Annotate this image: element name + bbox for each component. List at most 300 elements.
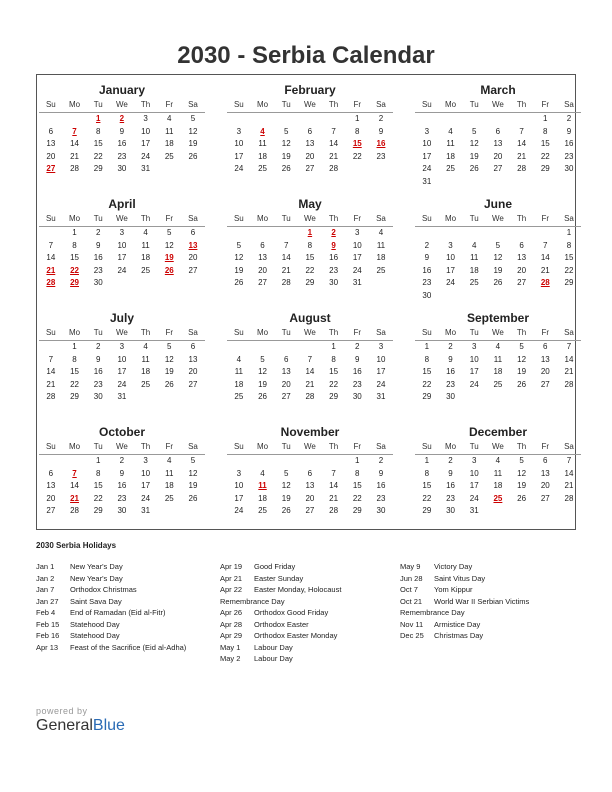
day-cell: 22 <box>305 265 315 275</box>
holiday-name: Saint Sava Day <box>70 596 122 606</box>
holiday-name: Good Friday <box>254 562 296 571</box>
month-april <box>39 197 205 290</box>
holiday-date: Jan 1 <box>36 562 55 571</box>
day-cell: 12 <box>493 253 503 263</box>
holiday-date: Jan 27 <box>36 596 59 606</box>
day-cell: 20 <box>540 481 550 491</box>
holiday-item <box>36 630 216 642</box>
weekday-label: Tu <box>93 328 103 337</box>
weekday-label: Su <box>45 442 56 451</box>
day-cell: 30 <box>329 278 339 288</box>
day-cell: 23 <box>446 379 455 389</box>
day-cell: 18 <box>469 265 479 275</box>
day-cell: 23 <box>422 278 432 288</box>
holiday-date: Jan 2 <box>36 573 55 583</box>
day-cell: 14 <box>70 481 79 491</box>
holiday-day-cell: 1 <box>307 228 313 237</box>
month-name: October <box>98 425 145 439</box>
day-cell: 12 <box>281 481 291 491</box>
day-cell: 22 <box>564 265 574 275</box>
day-cell: 15 <box>70 253 79 263</box>
day-cell: 14 <box>305 367 315 377</box>
day-cell: 1 <box>331 342 336 351</box>
day-cell: 2 <box>378 456 384 465</box>
day-cell: 18 <box>258 493 267 503</box>
day-cell: 23 <box>93 265 103 275</box>
weekday-label: Fr <box>541 328 550 337</box>
empty-cell <box>415 227 439 240</box>
day-cell: 17 <box>469 367 479 377</box>
day-cell: 24 <box>376 379 386 389</box>
weekday-label: Th <box>328 328 339 337</box>
day-cell: 25 <box>141 379 151 389</box>
day-grid <box>415 455 581 518</box>
empty-cell <box>227 113 251 126</box>
day-cell: 20 <box>46 151 56 161</box>
day-cell: 18 <box>446 151 455 161</box>
day-cell: 23 <box>446 493 455 503</box>
holiday-column-2 <box>220 561 400 665</box>
day-cell: 8 <box>566 240 572 250</box>
day-cell: 26 <box>188 493 198 503</box>
day-cell: 7 <box>48 354 54 364</box>
day-cell: 10 <box>446 253 455 263</box>
day-cell: 8 <box>307 240 313 250</box>
holiday-day-cell: 4 <box>260 126 265 136</box>
empty-cell <box>298 341 322 354</box>
day-cell: 19 <box>258 379 267 389</box>
day-cell: 2 <box>119 456 125 465</box>
day-cell: 3 <box>471 342 477 351</box>
day-cell: 12 <box>517 354 527 364</box>
empty-cell <box>533 227 557 240</box>
day-cell: 12 <box>188 126 198 136</box>
weekday-label: Sa <box>564 328 574 337</box>
holiday-name: Statehood Day <box>70 631 120 640</box>
weekday-label: We <box>491 100 504 109</box>
day-cell: 13 <box>540 468 550 478</box>
day-cell: 29 <box>422 392 432 402</box>
day-cell: 14 <box>46 367 56 377</box>
weekday-label: We <box>303 214 316 223</box>
day-cell: 16 <box>117 139 127 149</box>
month-august <box>227 311 393 404</box>
holiday-date: Feb 4 <box>36 608 56 617</box>
day-cell: 4 <box>471 240 477 250</box>
weekday-label: Th <box>516 442 527 451</box>
day-cell: 17 <box>234 493 244 503</box>
month-july <box>39 311 205 404</box>
empty-cell <box>439 227 463 240</box>
day-cell: 4 <box>167 114 172 123</box>
weekday-label: Mo <box>444 442 457 451</box>
day-cell: 2 <box>448 456 453 465</box>
weekday-label: We <box>115 328 128 337</box>
day-cell: 24 <box>141 493 151 503</box>
weekday-label: Su <box>421 100 432 109</box>
day-cell: 6 <box>283 354 289 364</box>
holiday-day-cell: 7 <box>72 468 77 478</box>
day-cell: 29 <box>422 506 432 516</box>
holiday-item <box>36 642 216 654</box>
weekday-label: Su <box>421 328 432 337</box>
day-cell: 9 <box>95 354 101 364</box>
day-cell: 20 <box>305 493 315 503</box>
day-cell: 2 <box>566 114 572 123</box>
weekday-label: We <box>115 214 128 223</box>
day-cell: 8 <box>424 354 430 364</box>
weekday-label: Tu <box>469 442 479 451</box>
holiday-column-1 <box>36 561 216 653</box>
day-cell: 21 <box>517 151 527 161</box>
day-cell: 27 <box>305 506 315 516</box>
weekday-label: Su <box>45 214 56 223</box>
day-cell: 28 <box>70 164 79 174</box>
day-cell: 3 <box>119 228 125 237</box>
month-may <box>227 197 393 290</box>
day-cell: 6 <box>519 240 524 250</box>
day-cell: 5 <box>283 126 289 136</box>
day-cell: 11 <box>141 354 150 364</box>
empty-cell <box>510 227 534 240</box>
day-cell: 1 <box>424 342 430 351</box>
day-cell: 28 <box>46 392 56 402</box>
holiday-name: New Year's Day <box>70 573 123 583</box>
holiday-name: Labour Day <box>254 654 293 663</box>
empty-cell <box>462 227 486 240</box>
weekday-label: Mo <box>444 214 457 223</box>
day-cell: 5 <box>190 456 196 465</box>
day-cell: 23 <box>329 265 339 275</box>
day-cell: 31 <box>376 392 386 402</box>
day-grid <box>415 227 581 303</box>
holiday-name: Armistice Day <box>434 619 481 629</box>
day-cell: 4 <box>143 228 148 237</box>
weekday-label: We <box>115 442 128 451</box>
weekday-label: Sa <box>188 214 198 223</box>
day-cell: 27 <box>540 493 550 503</box>
month-november <box>227 425 393 518</box>
day-cell: 28 <box>305 392 315 402</box>
holiday-item <box>400 561 580 573</box>
day-cell: 9 <box>448 468 453 478</box>
day-cell: 10 <box>352 240 362 250</box>
day-cell: 13 <box>540 354 550 364</box>
month-march <box>415 83 581 189</box>
holiday-item <box>36 573 216 585</box>
day-cell: 26 <box>234 278 244 288</box>
holiday-name: Orthodox Christmas <box>70 585 137 594</box>
day-cell: 3 <box>119 342 125 351</box>
weekday-label: Su <box>233 214 244 223</box>
weekday-label: Fr <box>165 442 174 451</box>
day-cell: 17 <box>234 151 244 161</box>
day-cell: 25 <box>141 265 151 275</box>
weekday-label: Su <box>233 100 244 109</box>
day-cell: 17 <box>422 151 432 161</box>
day-cell: 22 <box>329 379 339 389</box>
day-cell: 14 <box>540 253 550 263</box>
holiday-name: Easter Monday, Holocaust Remembrance Day <box>220 585 342 606</box>
day-cell: 20 <box>258 265 267 275</box>
day-cell: 31 <box>141 164 151 174</box>
day-cell: 9 <box>95 240 101 250</box>
weekday-label: Th <box>140 214 151 223</box>
weekday-header <box>39 325 205 341</box>
holiday-date: Apr 28 <box>220 619 243 629</box>
day-cell: 12 <box>164 240 174 250</box>
day-cell: 16 <box>446 481 455 491</box>
weekday-header <box>227 97 393 113</box>
holiday-day-cell: 1 <box>95 114 101 123</box>
day-cell: 14 <box>564 354 574 364</box>
day-cell: 13 <box>305 481 315 491</box>
empty-cell <box>298 113 322 126</box>
holiday-day-cell: 21 <box>46 265 56 275</box>
day-cell: 25 <box>493 379 503 389</box>
holiday-date: May 9 <box>400 562 421 571</box>
holiday-name: Easter Sunday <box>254 573 304 583</box>
weekday-label: Mo <box>256 328 269 337</box>
month-december <box>415 425 581 518</box>
day-cell: 3 <box>448 240 453 250</box>
holiday-date: Jan 7 <box>36 585 55 594</box>
day-cell: 20 <box>281 379 291 389</box>
day-cell: 25 <box>376 265 386 275</box>
generalblue-logo[interactable] <box>36 717 125 735</box>
holiday-day-cell: 2 <box>119 114 125 123</box>
holiday-date: Oct 21 <box>400 596 423 606</box>
month-february <box>227 83 393 176</box>
holiday-date: Apr 21 <box>220 573 243 583</box>
day-cell: 10 <box>141 468 151 478</box>
holiday-name: Orthodox Easter Monday <box>254 631 338 640</box>
day-cell: 30 <box>446 392 455 402</box>
weekday-header <box>39 439 205 455</box>
day-cell: 9 <box>566 126 572 136</box>
day-cell: 21 <box>70 151 79 161</box>
day-cell: 23 <box>352 379 362 389</box>
day-cell: 4 <box>260 468 265 478</box>
day-grid <box>227 227 393 290</box>
weekday-label: Th <box>328 214 339 223</box>
empty-cell <box>251 341 275 354</box>
day-cell: 5 <box>167 342 172 351</box>
day-cell: 2 <box>355 342 360 351</box>
day-cell: 25 <box>258 164 267 174</box>
weekday-header <box>415 439 581 455</box>
day-cell: 10 <box>234 139 244 149</box>
day-cell: 26 <box>517 379 527 389</box>
day-cell: 13 <box>46 481 56 491</box>
holiday-name: Labour Day <box>254 642 293 652</box>
holiday-date: Apr 19 <box>220 562 243 571</box>
day-cell: 2 <box>424 240 430 250</box>
day-cell: 16 <box>422 265 432 275</box>
weekday-label: Tu <box>469 328 479 337</box>
day-cell: 24 <box>352 265 362 275</box>
day-cell: 28 <box>281 278 291 288</box>
weekday-header <box>415 211 581 227</box>
day-cell: 28 <box>329 506 339 516</box>
day-cell: 5 <box>167 228 172 237</box>
day-cell: 30 <box>564 164 574 174</box>
weekday-header <box>227 439 393 455</box>
day-cell: 7 <box>307 354 313 364</box>
day-cell: 6 <box>260 240 265 250</box>
empty-cell <box>274 341 298 354</box>
day-cell: 8 <box>95 468 101 478</box>
month-name: December <box>468 425 528 439</box>
day-cell: 19 <box>234 265 244 275</box>
day-cell: 9 <box>119 468 125 478</box>
day-cell: 27 <box>517 278 527 288</box>
day-cell: 17 <box>352 253 362 263</box>
day-grid <box>39 455 205 518</box>
day-cell: 5 <box>519 456 524 465</box>
weekday-label: Th <box>328 442 339 451</box>
month-name: May <box>298 197 322 211</box>
day-cell: 31 <box>422 176 432 186</box>
holiday-item <box>36 619 216 631</box>
holiday-item <box>220 630 400 642</box>
day-grid <box>39 227 205 290</box>
day-cell: 6 <box>48 468 54 478</box>
weekday-label: Fr <box>541 214 550 223</box>
day-cell: 6 <box>543 342 548 351</box>
day-cell: 30 <box>93 392 103 402</box>
month-name: September <box>466 311 530 325</box>
day-cell: 27 <box>188 379 198 389</box>
day-cell: 23 <box>117 151 127 161</box>
day-cell: 3 <box>236 468 242 478</box>
day-cell: 17 <box>117 253 127 263</box>
holiday-item <box>220 561 400 573</box>
day-cell: 30 <box>117 164 127 174</box>
empty-cell <box>274 227 298 240</box>
day-cell: 19 <box>188 139 198 149</box>
month-june <box>415 197 581 303</box>
day-cell: 16 <box>446 367 455 377</box>
weekday-label: Mo <box>68 214 81 223</box>
day-cell: 11 <box>165 468 174 478</box>
day-cell: 24 <box>117 379 127 389</box>
holiday-day-cell: 9 <box>331 240 336 250</box>
day-cell: 7 <box>283 240 289 250</box>
weekday-label: Su <box>421 442 432 451</box>
day-cell: 18 <box>376 253 386 263</box>
day-cell: 18 <box>164 139 174 149</box>
weekday-label: Fr <box>353 328 362 337</box>
day-cell: 6 <box>307 468 313 478</box>
weekday-label: Th <box>140 100 151 109</box>
holiday-day-cell: 27 <box>46 164 56 174</box>
day-cell: 29 <box>352 506 362 516</box>
empty-cell <box>63 455 87 468</box>
day-cell: 15 <box>422 367 432 377</box>
month-name: June <box>483 197 512 211</box>
day-cell: 6 <box>190 228 196 237</box>
day-cell: 5 <box>260 354 265 364</box>
weekday-label: Sa <box>376 328 386 337</box>
day-cell: 21 <box>46 379 56 389</box>
day-cell: 4 <box>448 126 453 136</box>
day-cell: 10 <box>117 240 127 250</box>
day-cell: 16 <box>352 367 362 377</box>
holiday-item <box>220 607 400 619</box>
day-cell: 22 <box>540 151 550 161</box>
day-cell: 5 <box>283 468 289 478</box>
holiday-day-cell: 13 <box>188 240 198 250</box>
day-cell: 7 <box>566 342 572 351</box>
weekday-label: We <box>115 100 128 109</box>
weekday-label: Mo <box>68 442 81 451</box>
day-cell: 7 <box>331 126 336 136</box>
day-cell: 22 <box>352 493 362 503</box>
day-cell: 27 <box>493 164 503 174</box>
day-cell: 19 <box>164 367 174 377</box>
day-cell: 8 <box>424 468 430 478</box>
holiday-day-cell: 16 <box>376 139 386 149</box>
weekday-header <box>227 211 393 227</box>
day-cell: 7 <box>566 456 572 465</box>
day-cell: 28 <box>517 164 527 174</box>
holiday-item <box>400 630 580 642</box>
day-cell: 28 <box>564 379 574 389</box>
day-cell: 1 <box>72 228 77 237</box>
weekday-label: We <box>491 214 504 223</box>
day-cell: 25 <box>258 506 267 516</box>
day-cell: 8 <box>355 468 360 478</box>
day-cell: 13 <box>46 139 56 149</box>
day-cell: 13 <box>188 354 198 364</box>
day-grid <box>415 113 581 189</box>
holiday-date: Apr 22 <box>220 585 243 594</box>
weekday-label: Tu <box>281 100 291 109</box>
weekday-label: Mo <box>444 328 457 337</box>
day-cell: 8 <box>72 354 77 364</box>
day-cell: 23 <box>117 493 127 503</box>
holiday-name: Orthodox Good Friday <box>254 608 329 617</box>
holiday-item <box>36 561 216 573</box>
empty-cell <box>486 227 510 240</box>
day-cell: 11 <box>141 240 150 250</box>
day-cell: 20 <box>188 367 198 377</box>
holiday-date: Apr 26 <box>220 608 243 617</box>
holiday-day-cell: 29 <box>70 278 79 288</box>
holiday-date: Oct 7 <box>400 585 418 594</box>
holiday-name: Victory Day <box>434 562 473 571</box>
empty-cell <box>251 113 275 126</box>
holiday-name: New Year's Day <box>70 562 123 571</box>
day-cell: 14 <box>329 139 339 149</box>
holiday-name: World War II Serbian Victims Remembrance Day <box>400 596 530 617</box>
day-cell: 14 <box>46 253 56 263</box>
weekday-label: Fr <box>165 214 174 223</box>
day-cell: 31 <box>469 506 479 516</box>
day-cell: 5 <box>495 240 501 250</box>
day-cell: 19 <box>517 481 527 491</box>
day-cell: 13 <box>258 253 267 263</box>
weekday-label: Fr <box>353 100 362 109</box>
day-cell: 8 <box>95 126 101 136</box>
day-cell: 19 <box>281 151 291 161</box>
day-cell: 17 <box>141 139 151 149</box>
day-cell: 29 <box>93 164 103 174</box>
day-cell: 2 <box>95 228 101 237</box>
day-cell: 18 <box>141 367 151 377</box>
day-cell: 29 <box>70 392 79 402</box>
